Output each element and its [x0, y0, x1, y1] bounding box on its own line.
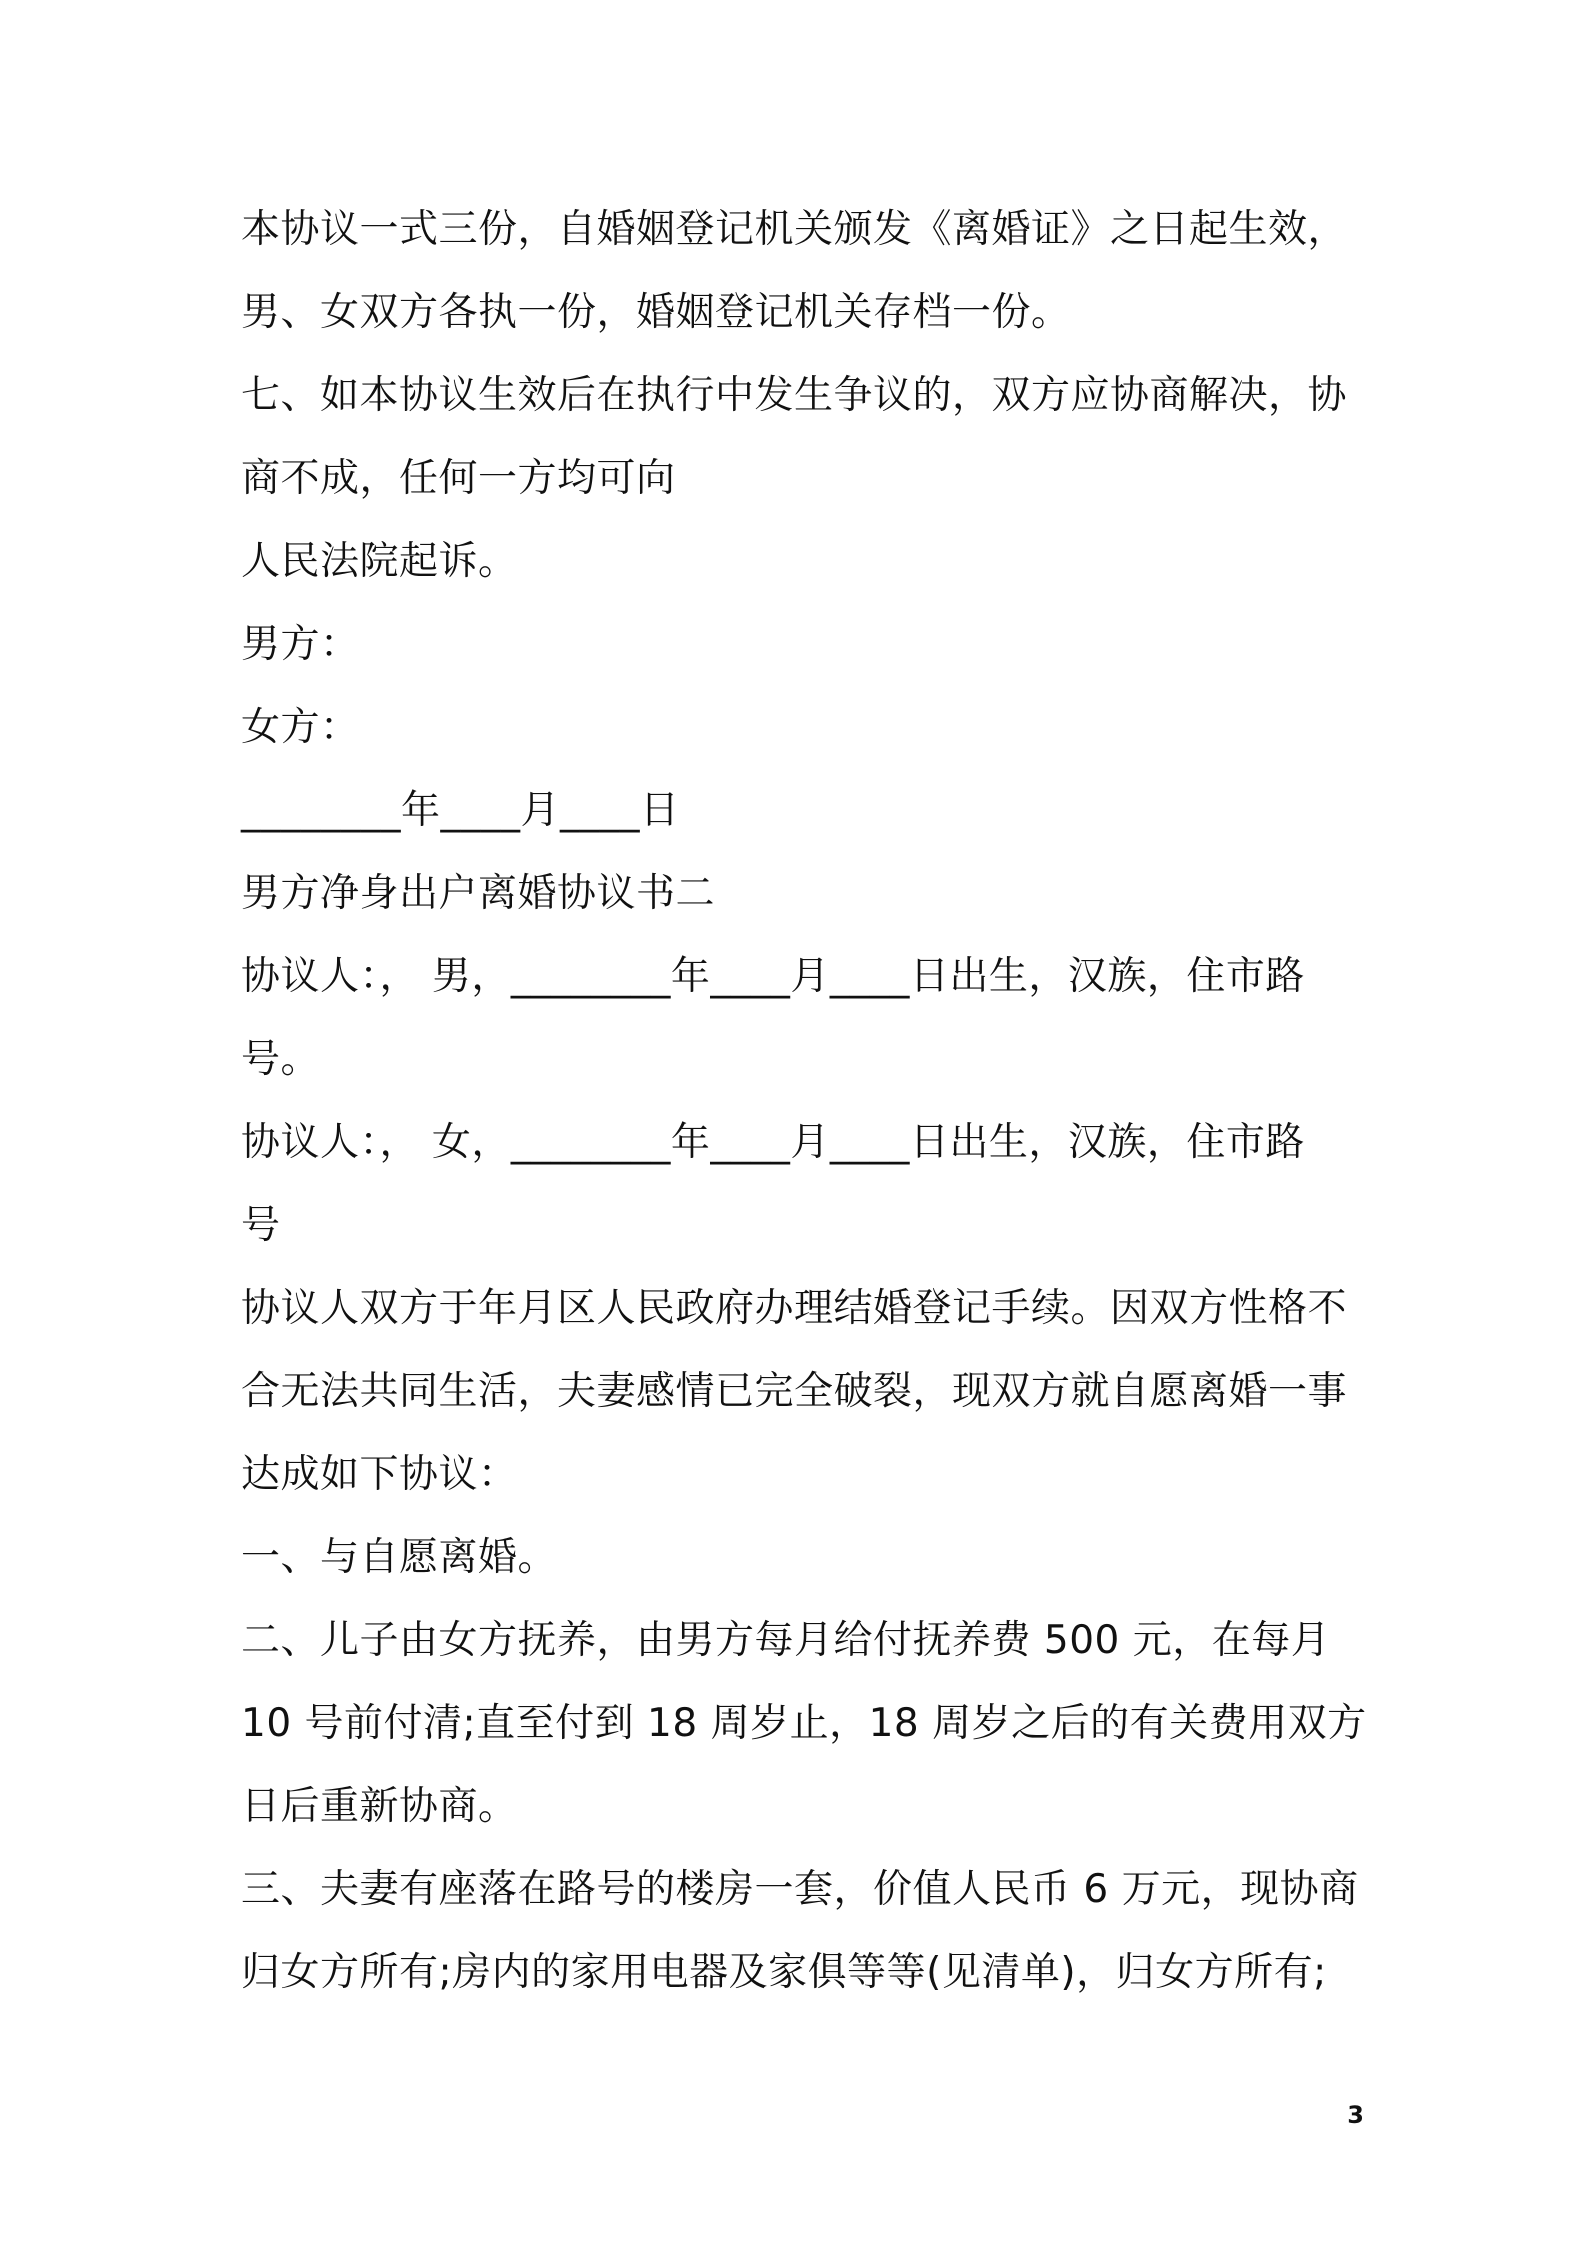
- text-line: 日后重新协商。: [241, 1784, 518, 1829]
- text-line: 三、夫妻有座落在路号的楼房一套，价值人民币 6 万元，现协商: [241, 1867, 1359, 1912]
- text-line: 协议人：， 女，________年____月____日出生，汉族，住市路: [241, 1120, 1305, 1165]
- text-line: 二、儿子由女方抚养，由男方每月给付抚养费 500 元，在每月: [241, 1618, 1331, 1663]
- text-line: 10 号前付清;直至付到 18 周岁止，18 周岁之后的有关费用双方: [241, 1701, 1367, 1746]
- text-line: 本协议一式三份，自婚姻登记机关颁发《离婚证》之日起生效，: [241, 207, 1348, 252]
- date-blank: ________年____月____日: [241, 788, 680, 833]
- text-line: 协议人双方于年月区人民政府办理结婚登记手续。因双方性格不: [241, 1286, 1348, 1331]
- signature-label-male: 男方：: [241, 622, 360, 667]
- text-line: 号: [241, 1203, 281, 1248]
- text-line: 一、与自愿离婚。: [241, 1535, 558, 1580]
- text-line: 协议人：， 男，________年____月____日出生，汉族，住市路: [241, 954, 1305, 999]
- text-line: 达成如下协议：: [241, 1452, 518, 1497]
- text-line: 七、如本协议生效后在执行中发生争议的，双方应协商解决，协: [241, 373, 1348, 418]
- section-title: 男方净身出户离婚协议书二: [241, 871, 716, 916]
- text-line: 商不成，任何一方均可向: [241, 456, 676, 501]
- text-line: 归女方所有;房内的家用电器及家俱等等(见清单)，归女方所有;: [241, 1950, 1327, 1995]
- text-line: 号。: [241, 1037, 321, 1082]
- text-line: 合无法共同生活，夫妻感情已完全破裂，现双方就自愿离婚一事: [241, 1369, 1348, 1414]
- text-line: 人民法院起诉。: [241, 539, 518, 584]
- text-line: 男、女双方各执一份，婚姻登记机关存档一份。: [241, 290, 1071, 335]
- page-number: 3: [1347, 2101, 1364, 2129]
- signature-label-female: 女方：: [241, 705, 360, 750]
